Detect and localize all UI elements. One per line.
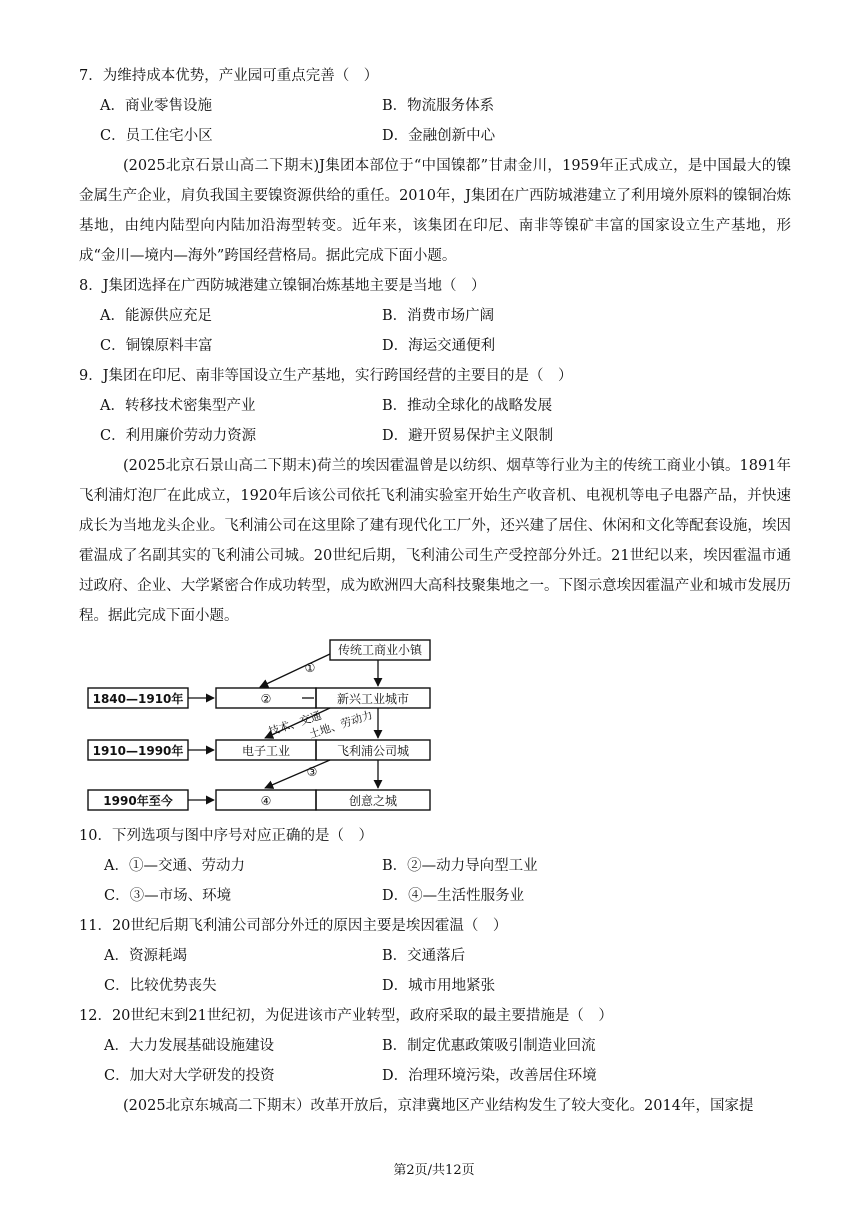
q12-option-a: A．大力发展基础设施建设 bbox=[104, 1038, 274, 1054]
q11-option-b: B．交通落后 bbox=[382, 948, 466, 964]
q9-option-d: D．避开贸易保护主义限制 bbox=[382, 428, 554, 444]
period-2-label: 1910—1990年 bbox=[92, 744, 184, 758]
q11-stem: 11．20世纪后期飞利浦公司部分外迁的原因主要是埃因霍温（ ） bbox=[79, 918, 508, 934]
q7-option-d: D．金融创新中心 bbox=[382, 128, 496, 144]
q9-option-c: C．利用廉价劳动力资源 bbox=[100, 428, 257, 444]
electronics-label: 电子工业 bbox=[241, 744, 291, 758]
passage-2: (2025北京石景山高二下期末)荷兰的埃因霍温曾是以纺织、烟草等行业为主的传统工商业小镇。1891年飞利浦灯泡厂在此成立，1920年后该公司依托飞利浦实验室开始生产收音机、电视机等电子电器产品，并快速成长为当地龙头企业。飞利浦公司在这里除了建有现代化工厂外，还兴建了居住、休闲和文化等配套设施，埃因霍温成了名副其实的飞利浦公司城。20世纪后期，飞利浦公司生产受控部分外迁。21世纪以来，埃因霍温市通过政府、企业、大学紧密合作成功转型，成为欧洲四大高科技聚集地之一。下图示意埃因霍温产业和城市发展历程。据此完成下面小题。 bbox=[79, 458, 791, 624]
q11-option-c: C．比较优势丧失 bbox=[104, 978, 217, 994]
period-1-label: 1840—1910年 bbox=[92, 692, 184, 706]
philips-city-label: 飞利浦公司城 bbox=[336, 744, 410, 758]
q10-option-d: D．④—生活性服务业 bbox=[382, 888, 525, 904]
q9-stem: 9．J集团在印尼、南非等国设立生产基地，实行跨国经营的主要目的是（ ） bbox=[79, 368, 573, 384]
box-2-label: ② bbox=[260, 692, 272, 706]
arrow-tech-label: 技术、交通 bbox=[266, 708, 324, 739]
arrow-3 bbox=[265, 760, 330, 788]
arrow-land-label: 土地、劳动力 bbox=[307, 708, 375, 742]
q10-option-c: C．③—市场、环境 bbox=[104, 888, 232, 904]
q10-option-b: B．②—动力导向型工业 bbox=[382, 858, 538, 874]
q9-option-b: B．推动全球化的战略发展 bbox=[382, 398, 553, 414]
q7-option-c: C．员工住宅小区 bbox=[100, 128, 213, 144]
q8-option-b: B．消费市场广阔 bbox=[382, 308, 495, 324]
q7-stem: 7．为维持成本优势，产业园可重点完善（ ） bbox=[79, 68, 379, 84]
period-3-label: 1990年至今 bbox=[103, 794, 173, 808]
passage-1: (2025北京石景山高二下期末)J集团本部位于“中国镍都”甘肃金川，1959年正式成立，是中国最大的镍金属生产企业，肩负我国主要镍资源供给的重任。2010年，J集团在广西防城港建立了利用境外原料的镍铜冶炼基地，由纯内陆型向内陆加沿海型转变。近年来，该集团在印尼、南非等镍矿丰富的国家设立生产基地，形成“金川—境内—海外”跨国经营格局。据此完成下面小题。 bbox=[79, 158, 791, 264]
arrow-3-label: ③ bbox=[306, 765, 318, 779]
box-traditional-town-label: 传统工商业小镇 bbox=[337, 643, 423, 657]
q12-stem: 12．20世纪末到21世纪初，为促进该市产业转型，政府采取的最主要措施是（ ） bbox=[79, 1008, 613, 1024]
q7-option-a: A．商业零售设施 bbox=[100, 98, 212, 114]
q12-option-c: C．加大对大学研发的投资 bbox=[104, 1068, 275, 1084]
box-4-label: ④ bbox=[260, 794, 272, 808]
new-city-label: 新兴工业城市 bbox=[336, 692, 410, 706]
q11-option-a: A．资源耗竭 bbox=[104, 948, 187, 964]
q11-option-d: D．城市用地紧张 bbox=[382, 978, 496, 994]
q7-option-b: B．物流服务体系 bbox=[382, 98, 495, 114]
q10-stem: 10．下列选项与图中序号对应正确的是（ ） bbox=[79, 828, 373, 844]
arrow-1-label: ① bbox=[304, 661, 316, 675]
q9-option-a: A．转移技术密集型产业 bbox=[100, 398, 256, 414]
q12-option-d: D．治理环境污染，改善居住环境 bbox=[382, 1068, 597, 1084]
q10-option-a: A．①—交通、劳动力 bbox=[104, 858, 245, 874]
q8-option-a: A．能源供应充足 bbox=[100, 308, 212, 324]
development-diagram bbox=[80, 632, 440, 818]
q12-option-b: B．制定优惠政策吸引制造业回流 bbox=[382, 1038, 596, 1054]
q8-stem: 8．J集团选择在广西防城港建立镍铜冶炼基地主要是当地（ ） bbox=[79, 278, 486, 294]
page-number: 第2页/共12页 bbox=[393, 1163, 475, 1178]
passage-3: (2025北京东城高二下期末）改革开放后，京津冀地区产业结构发生了较大变化。2014年，国家提 bbox=[123, 1098, 754, 1114]
arrow-1 bbox=[260, 654, 330, 687]
q8-option-c: C．铜镍原料丰富 bbox=[100, 338, 213, 354]
q8-option-d: D．海运交通便利 bbox=[382, 338, 496, 354]
creative-city-label: 创意之城 bbox=[348, 794, 398, 808]
